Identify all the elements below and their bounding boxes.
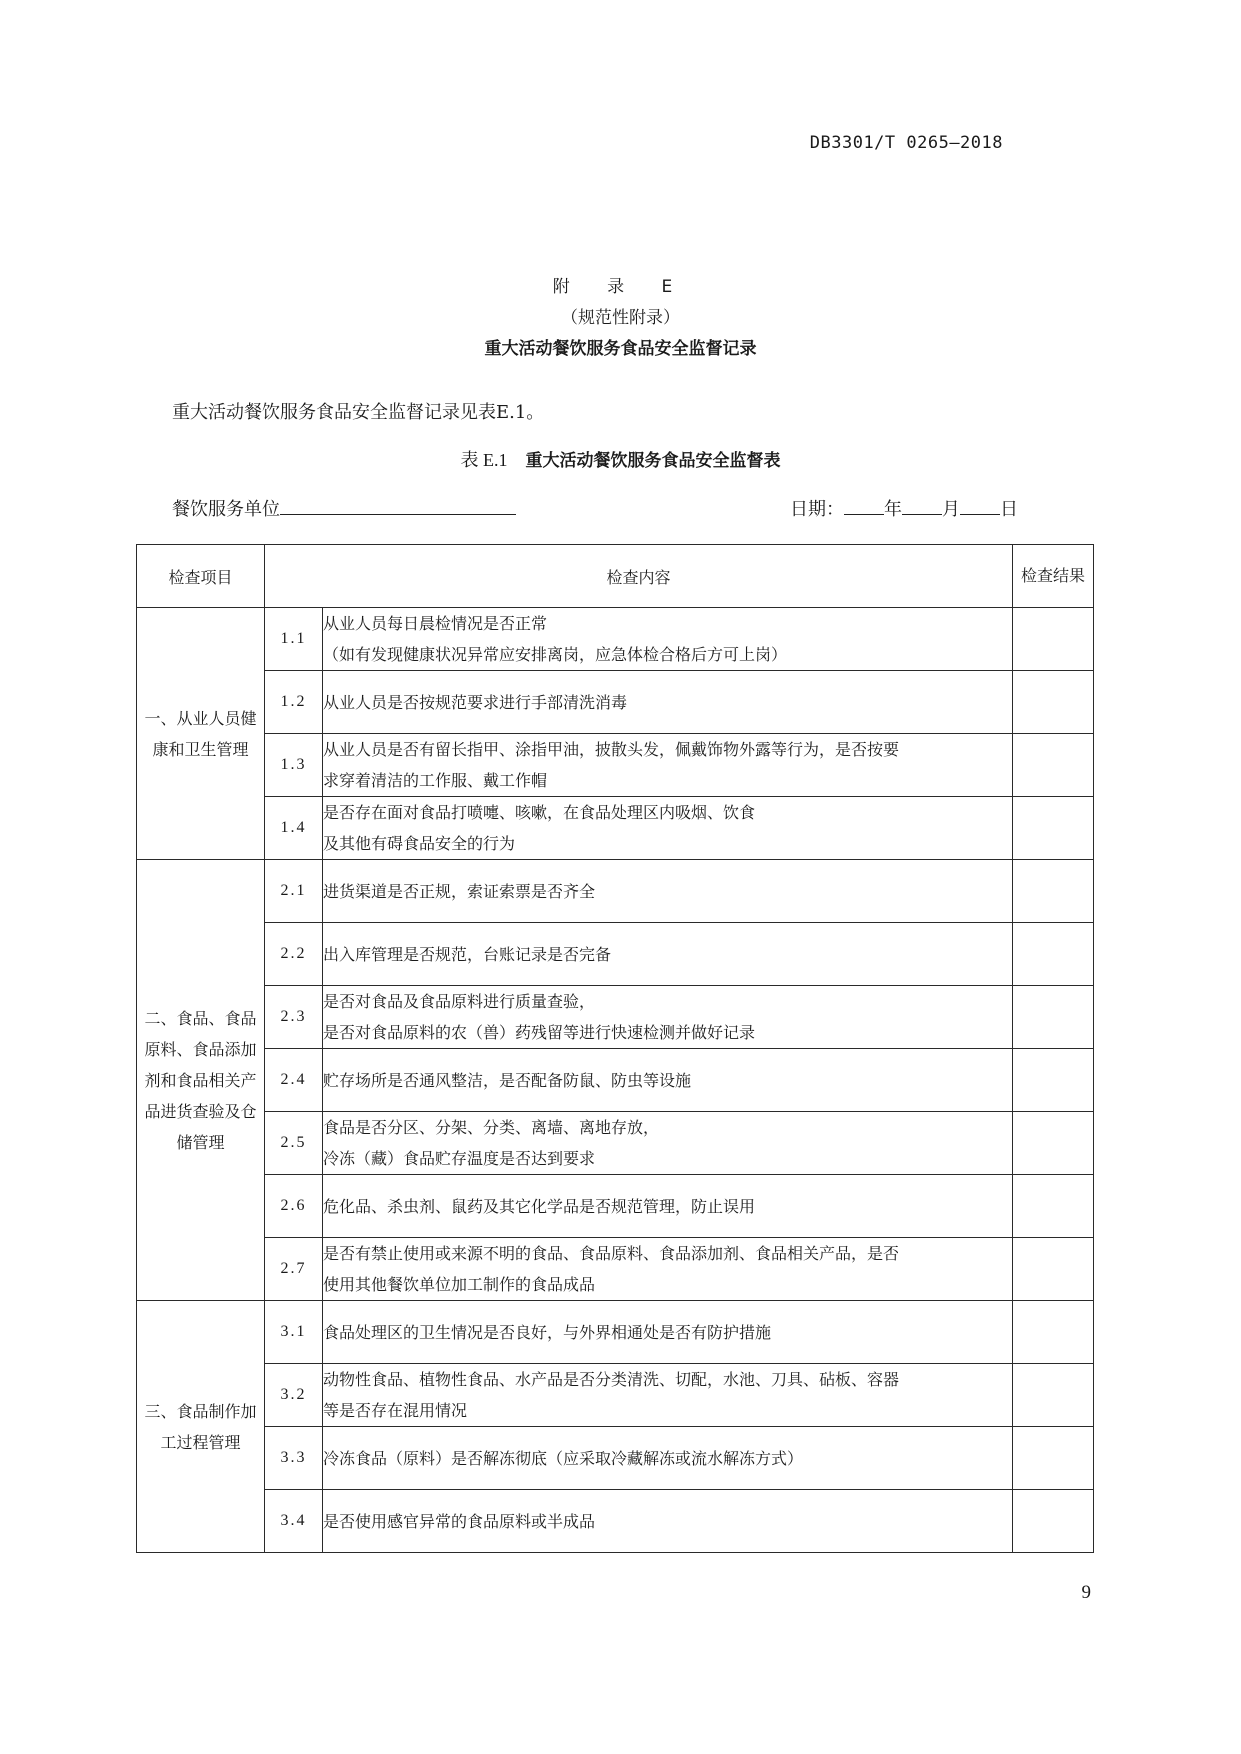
result-cell[interactable] (1013, 1490, 1094, 1553)
item-number: 2.5 (265, 1112, 323, 1175)
result-cell[interactable] (1013, 1049, 1094, 1112)
category-label: 二、食品、食品原料、食品添加剂和食品相关产品进货查验及仓储管理 (137, 860, 265, 1301)
result-cell[interactable] (1013, 1364, 1094, 1427)
item-content (323, 860, 1013, 923)
header-item: 检查项目 (137, 545, 265, 608)
category-label: 三、食品制作加工过程管理 (137, 1301, 265, 1553)
table-body (137, 608, 1094, 1553)
table-title: 重大活动餐饮服务食品安全监督表 (525, 451, 781, 471)
header-result: 检查结果 (1013, 545, 1094, 608)
date-field (790, 495, 1018, 521)
content-line: 冷冻食品（原料）是否解冻彻底（应采取冷藏解冻或流水解冻方式） (323, 1448, 804, 1468)
item-content (323, 1427, 1013, 1490)
result-cell[interactable] (1013, 1175, 1094, 1238)
day-label: 日 (1000, 499, 1018, 520)
annex-title: 附 录 E (552, 277, 689, 297)
content-line: 使用其他餐饮单位加工制作的食品成品 (323, 1275, 596, 1294)
item-number: 2.6 (265, 1175, 323, 1238)
item-number: 1.4 (265, 797, 323, 860)
item-number: 2.7 (265, 1238, 323, 1301)
content-line: 从业人员每日晨检情况是否正常 (323, 614, 548, 633)
table-row (137, 671, 1094, 734)
table-row (137, 1049, 1094, 1112)
content-line: 从业人员是否有留长指甲、涂指甲油，披散头发，佩戴饰物外露等行为，是否按要 (323, 740, 900, 759)
content-line: 及其他有碍食品安全的行为 (323, 834, 516, 853)
content-line: 动物性食品、植物性食品、水产品是否分类清洗、切配，水池、刀具、砧板、容器 (323, 1370, 900, 1389)
category-label: 一、从业人员健康和卫生管理 (137, 608, 265, 860)
item-content (323, 797, 1013, 860)
month-input[interactable] (902, 500, 942, 515)
item-number: 1.3 (265, 734, 323, 797)
table-row (137, 1175, 1094, 1238)
item-content (323, 1490, 1013, 1553)
table-row (137, 608, 1094, 671)
content-line: 是否对食品原料的农（兽）药残留等进行快速检测并做好记录 (323, 1023, 756, 1042)
content-line: 等是否存在混用情况 (323, 1401, 468, 1420)
annex-name: 重大活动餐饮服务食品安全监督记录 (484, 339, 757, 359)
table-row (137, 1112, 1094, 1175)
table-number: 表 E.1 (460, 450, 508, 470)
result-cell[interactable] (1013, 734, 1094, 797)
day-input[interactable] (960, 500, 1000, 515)
item-content (323, 1301, 1013, 1364)
table-row (137, 797, 1094, 860)
content-line: 求穿着清洁的工作服、戴工作帽 (323, 771, 548, 790)
header-content: 检查内容 (265, 545, 1013, 608)
item-content (323, 1049, 1013, 1112)
table-row (137, 860, 1094, 923)
item-content (323, 1238, 1013, 1301)
content-line: 进货渠道是否正规，索证索票是否齐全 (323, 881, 596, 901)
item-number: 3.3 (265, 1427, 323, 1490)
item-content (323, 1364, 1013, 1427)
year-input[interactable] (844, 500, 884, 515)
content-line: 是否对食品及食品原料进行质量查验， (323, 992, 596, 1011)
content-line: 食品是否分区、分架、分类、离墙、离地存放， (323, 1118, 660, 1137)
year-label: 年 (884, 499, 902, 520)
annex-subtitle: （规范性附录） (561, 308, 680, 328)
content-line: 贮存场所是否通风整洁，是否配备防鼠、防虫等设施 (323, 1070, 692, 1090)
table-row (137, 986, 1094, 1049)
item-content (323, 734, 1013, 797)
result-cell[interactable] (1013, 608, 1094, 671)
result-cell[interactable] (1013, 1427, 1094, 1490)
content-line: 食品处理区的卫生情况是否良好，与外界相通处是否有防护措施 (323, 1322, 772, 1342)
table-header-row (137, 545, 1094, 608)
content-line: 是否使用感官异常的食品原料或半成品 (323, 1511, 596, 1531)
item-content (323, 608, 1013, 671)
item-content (323, 671, 1013, 734)
result-cell[interactable] (1013, 1301, 1094, 1364)
result-cell[interactable] (1013, 860, 1094, 923)
result-cell[interactable] (1013, 986, 1094, 1049)
item-number: 1.1 (265, 608, 323, 671)
table-row (137, 1301, 1094, 1364)
result-cell[interactable] (1013, 797, 1094, 860)
item-number: 1.2 (265, 671, 323, 734)
table-row (137, 1490, 1094, 1553)
unit-label: 餐饮服务单位 (172, 499, 280, 520)
result-cell[interactable] (1013, 671, 1094, 734)
content-line: 是否有禁止使用或来源不明的食品、食品原料、食品添加剂、食品相关产品，是否 (323, 1244, 900, 1263)
content-line: 危化品、杀虫剂、鼠药及其它化学品是否规范管理，防止误用 (323, 1196, 756, 1216)
item-number: 2.2 (265, 923, 323, 986)
item-content (323, 1112, 1013, 1175)
table-row (137, 1238, 1094, 1301)
inspection-table (136, 544, 1094, 1553)
table-row (137, 923, 1094, 986)
table-row (137, 1364, 1094, 1427)
table-row (137, 734, 1094, 797)
content-line: 出入库管理是否规范，台账记录是否完备 (323, 944, 612, 964)
item-content (323, 1175, 1013, 1238)
item-number: 2.1 (265, 860, 323, 923)
intro-paragraph: 重大活动餐饮服务食品安全监督记录见表E.1。 (172, 402, 545, 423)
item-content (323, 986, 1013, 1049)
table-caption (0, 446, 1241, 472)
date-label: 日期： (790, 499, 844, 520)
item-number: 3.1 (265, 1301, 323, 1364)
item-number: 3.2 (265, 1364, 323, 1427)
unit-field (172, 495, 516, 521)
content-line: 冷冻（藏）食品贮存温度是否达到要求 (323, 1149, 596, 1168)
item-content (323, 923, 1013, 986)
content-line: 是否存在面对食品打喷嚏、咳嗽，在食品处理区内吸烟、饮食 (323, 803, 756, 822)
result-cell[interactable] (1013, 923, 1094, 986)
item-number: 2.3 (265, 986, 323, 1049)
unit-input[interactable] (280, 500, 516, 515)
item-number: 2.4 (265, 1049, 323, 1112)
table-row (137, 1427, 1094, 1490)
content-line: （如有发现健康状况异常应安排离岗，应急体检合格后方可上岗） (323, 645, 788, 664)
page-number: 9 (1081, 1582, 1091, 1603)
month-label: 月 (942, 499, 960, 520)
content-line: 从业人员是否按规范要求进行手部清洗消毒 (323, 692, 628, 712)
result-cell[interactable] (1013, 1112, 1094, 1175)
result-cell[interactable] (1013, 1238, 1094, 1301)
standard-code: DB3301/T 0265—2018 (809, 133, 1003, 153)
item-number: 3.4 (265, 1490, 323, 1553)
